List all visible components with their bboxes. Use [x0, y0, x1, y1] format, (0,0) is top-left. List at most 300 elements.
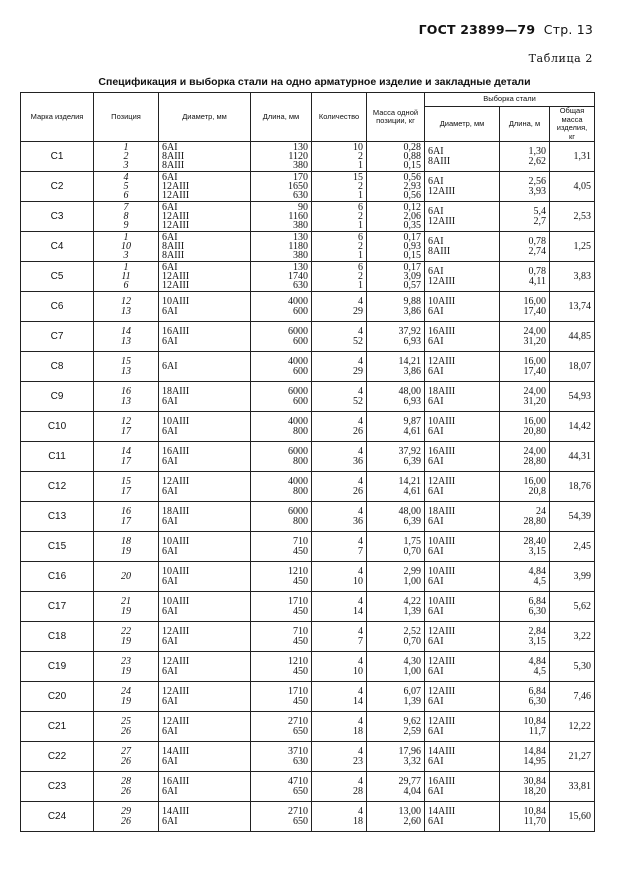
cell-quantity-line: 29	[353, 365, 363, 377]
cell-length-line: 380	[293, 250, 308, 262]
cell-position-line: 26	[121, 815, 131, 827]
cell-diameter-line: 12AIII	[162, 190, 190, 202]
cell-quantity	[312, 472, 367, 502]
cell-length-line: 1710	[288, 596, 308, 608]
cell-selection-diameter	[425, 712, 500, 742]
header-selection-group: Выборка стали	[425, 93, 595, 107]
cell-position-line: 1	[123, 141, 129, 153]
cell-mass	[367, 622, 425, 652]
cell-quantity-line: 18	[353, 725, 363, 737]
table-row	[21, 352, 595, 382]
cell-diameter-line: 18AIII	[162, 386, 190, 398]
table-row	[21, 742, 595, 772]
cell-mark-line: С8	[50, 360, 64, 372]
cell-selection-diameter	[425, 652, 500, 682]
cell-length-line: 800	[293, 425, 308, 437]
cell-position-line: 17	[121, 515, 131, 527]
cell-mark	[21, 712, 94, 742]
cell-position	[94, 382, 159, 412]
cell-quantity	[312, 592, 367, 622]
cell-position	[94, 652, 159, 682]
cell-length-line: 130	[293, 261, 308, 273]
cell-position-line: 22	[121, 626, 131, 638]
cell-quantity	[312, 652, 367, 682]
table-label: Таблица 2	[528, 52, 593, 65]
cell-length	[251, 562, 312, 592]
cell-total-mass-line: 1,25	[573, 240, 591, 252]
table-row	[21, 802, 595, 832]
cell-total-mass	[550, 172, 595, 202]
cell-position-line: 26	[121, 785, 131, 797]
cell-mark	[21, 382, 94, 412]
cell-selection-length-line: 17,40	[523, 305, 546, 317]
cell-selection-length-line: 4,11	[528, 275, 546, 287]
cell-diameter-line: 6AI	[162, 815, 178, 827]
cell-diameter	[159, 442, 251, 472]
cell-selection-diameter-line: 12AIII	[428, 686, 456, 698]
cell-total-mass-line: 7,46	[573, 690, 591, 702]
cell-total-mass	[550, 322, 595, 352]
cell-mass-line: 6,93	[403, 335, 421, 347]
cell-selection-diameter	[425, 412, 500, 442]
cell-position-line: 13	[121, 335, 131, 347]
cell-mass-line: 1,00	[403, 575, 421, 587]
cell-diameter-line: 12AIII	[162, 270, 190, 282]
header-diameter: Диаметр, мм	[159, 93, 251, 142]
cell-total-mass-line: 3,22	[573, 630, 591, 642]
cell-diameter	[159, 172, 251, 202]
cell-selection-length	[500, 532, 550, 562]
cell-selection-diameter-line: 14AIII	[428, 746, 456, 758]
cell-position-line: 6	[123, 190, 129, 202]
cell-total-mass-line: 2,53	[573, 210, 591, 222]
cell-selection-diameter-line: 14AIII	[428, 806, 456, 818]
cell-mass	[367, 652, 425, 682]
cell-mark	[21, 412, 94, 442]
cell-position	[94, 562, 159, 592]
cell-selection-length-line: 24,00	[523, 326, 546, 338]
cell-position-line: 19	[121, 605, 131, 617]
cell-total-mass-line: 33,81	[568, 780, 591, 792]
cell-mass-line: 6,93	[403, 395, 421, 407]
cell-mass-line: 4,61	[403, 485, 421, 497]
cell-length	[251, 682, 312, 712]
cell-selection-length-line: 10,84	[523, 716, 546, 728]
cell-diameter-line: 14AIII	[162, 746, 190, 758]
cell-selection-length-line: 11,70	[523, 815, 546, 827]
cell-position	[94, 592, 159, 622]
cell-quantity-line: 4	[358, 416, 363, 428]
cell-selection-length-line: 16,00	[523, 356, 546, 368]
cell-position-line: 14	[121, 326, 131, 338]
cell-selection-length	[500, 142, 550, 172]
cell-length-line: 450	[293, 545, 308, 557]
cell-selection-length-line: 5,4	[533, 206, 546, 218]
cell-selection-length	[500, 802, 550, 832]
cell-selection-length-line: 6,30	[528, 605, 546, 617]
cell-quantity-line: 10	[353, 575, 363, 587]
cell-total-mass	[550, 622, 595, 652]
cell-selection-length-line: 0,78	[528, 236, 546, 248]
cell-diameter	[159, 652, 251, 682]
cell-diameter	[159, 772, 251, 802]
cell-diameter	[159, 502, 251, 532]
cell-diameter-line: 12AIII	[162, 476, 190, 488]
cell-selection-length-line: 24,00	[523, 386, 546, 398]
cell-length	[251, 262, 312, 292]
table-row	[21, 442, 595, 472]
cell-mass	[367, 292, 425, 322]
cell-quantity-line: 14	[353, 605, 363, 617]
cell-mass	[367, 172, 425, 202]
cell-length-line: 710	[293, 626, 308, 638]
cell-selection-diameter-line: 16AIII	[428, 446, 456, 458]
cell-mass-line: 3,86	[403, 365, 421, 377]
cell-selection-length-line: 14,95	[523, 755, 546, 767]
cell-total-mass	[550, 142, 595, 172]
cell-position-line: 3	[123, 250, 129, 262]
cell-diameter-line: 6AI	[162, 695, 178, 707]
cell-selection-length-line: 3,15	[528, 545, 546, 557]
cell-selection-diameter-line: 18AIII	[428, 506, 456, 518]
cell-mass-line: 0,17	[403, 261, 421, 273]
cell-selection-length	[500, 652, 550, 682]
cell-quantity-line: 2	[358, 270, 363, 282]
header-total-mass: Общая масса изделия, кг	[550, 107, 595, 142]
cell-mark-line: С24	[47, 810, 67, 822]
cell-length	[251, 412, 312, 442]
cell-length-line: 450	[293, 695, 308, 707]
cell-quantity-line: 52	[353, 395, 363, 407]
cell-length-line: 6000	[288, 326, 308, 338]
cell-total-mass-line: 14,42	[568, 420, 591, 432]
cell-quantity-line: 26	[353, 485, 363, 497]
cell-selection-length-line: 24	[536, 506, 546, 518]
cell-total-mass	[550, 352, 595, 382]
cell-total-mass-line: 15,60	[568, 810, 591, 822]
cell-mass-line: 4,22	[403, 596, 421, 608]
cell-position-line: 19	[121, 695, 131, 707]
cell-selection-length	[500, 622, 550, 652]
cell-length	[251, 712, 312, 742]
cell-diameter-line: 10AIII	[162, 296, 190, 308]
cell-mass-line: 29,77	[398, 776, 421, 788]
cell-selection-length-line: 17,40	[523, 365, 546, 377]
cell-quantity-line: 4	[358, 776, 363, 788]
cell-diameter	[159, 472, 251, 502]
cell-mark	[21, 742, 94, 772]
cell-diameter-line: 10AIII	[162, 566, 190, 578]
cell-quantity-line: 4	[358, 446, 363, 458]
cell-quantity-line: 1	[358, 160, 363, 172]
cell-position	[94, 322, 159, 352]
cell-position	[94, 502, 159, 532]
table-row	[21, 292, 595, 322]
cell-selection-length-line: 4,5	[533, 575, 546, 587]
cell-length	[251, 202, 312, 232]
cell-quantity-line: 4	[358, 746, 363, 758]
cell-diameter-line: 8AIII	[162, 150, 185, 162]
header-mark: Марка изделия	[21, 93, 94, 142]
cell-mass-line: 6,39	[403, 455, 421, 467]
page-header	[419, 22, 593, 37]
cell-quantity-line: 23	[353, 755, 363, 767]
cell-diameter-line: 10AIII	[162, 536, 190, 548]
table-row	[21, 322, 595, 352]
cell-length	[251, 232, 312, 262]
cell-quantity-line: 6	[358, 201, 363, 213]
cell-selection-diameter-line: 18AIII	[428, 386, 456, 398]
cell-quantity-line: 28	[353, 785, 363, 797]
cell-total-mass-line: 54,39	[568, 510, 591, 522]
cell-mark	[21, 592, 94, 622]
cell-mass-line: 2,52	[403, 626, 421, 638]
cell-selection-length-line: 28,80	[523, 455, 546, 467]
cell-position-line: 13	[121, 305, 131, 317]
cell-position	[94, 532, 159, 562]
cell-mass	[367, 712, 425, 742]
cell-mark	[21, 262, 94, 292]
cell-mark-line: С19	[47, 660, 67, 672]
cell-mark	[21, 142, 94, 172]
cell-length-line: 600	[293, 335, 308, 347]
cell-mass-line: 1,00	[403, 665, 421, 677]
cell-position	[94, 172, 159, 202]
cell-diameter-line: 12AIII	[162, 716, 190, 728]
table-row	[21, 172, 595, 202]
cell-mass-line: 0,15	[403, 250, 421, 262]
cell-selection-diameter-line: 6AI	[428, 425, 444, 437]
cell-quantity-line: 14	[353, 695, 363, 707]
cell-selection-diameter-line: 6AI	[428, 266, 444, 278]
cell-mass	[367, 202, 425, 232]
cell-mark-line: С13	[47, 510, 67, 522]
cell-quantity-line: 4	[358, 356, 363, 368]
cell-diameter	[159, 622, 251, 652]
cell-mass-line: 37,92	[398, 446, 421, 458]
cell-mass	[367, 802, 425, 832]
cell-diameter	[159, 682, 251, 712]
cell-diameter	[159, 802, 251, 832]
cell-length	[251, 442, 312, 472]
cell-selection-length	[500, 382, 550, 412]
cell-position-line: 16	[121, 506, 131, 518]
cell-diameter-line: 6AI	[162, 485, 178, 497]
cell-selection-length-line: 2,84	[528, 626, 546, 638]
cell-total-mass-line: 5,62	[573, 600, 591, 612]
cell-selection-diameter-line: 6AI	[428, 605, 444, 617]
cell-diameter-line: 16AIII	[162, 776, 190, 788]
cell-quantity	[312, 172, 367, 202]
cell-length-line: 450	[293, 665, 308, 677]
cell-diameter	[159, 142, 251, 172]
cell-quantity-line: 2	[358, 210, 363, 222]
table-row	[21, 592, 595, 622]
cell-total-mass-line: 1,31	[573, 150, 591, 162]
table-row	[21, 682, 595, 712]
cell-position-line: 24	[121, 686, 131, 698]
cell-diameter-line: 6AI	[162, 201, 178, 213]
cell-mass-line: 14,21	[398, 476, 421, 488]
cell-selection-diameter-line: 6AI	[428, 515, 444, 527]
cell-length	[251, 292, 312, 322]
cell-selection-length-line: 6,30	[528, 695, 546, 707]
cell-length-line: 600	[293, 305, 308, 317]
cell-position	[94, 412, 159, 442]
cell-selection-diameter-line: 12AIII	[428, 626, 456, 638]
cell-length-line: 800	[293, 515, 308, 527]
cell-mass	[367, 412, 425, 442]
cell-selection-length-line: 18,20	[523, 785, 546, 797]
cell-mass	[367, 532, 425, 562]
cell-length-line: 650	[293, 815, 308, 827]
cell-quantity-line: 4	[358, 596, 363, 608]
cell-selection-diameter-line: 6AI	[428, 206, 444, 218]
cell-length-line: 3710	[288, 746, 308, 758]
table-row	[21, 622, 595, 652]
cell-position-line: 17	[121, 425, 131, 437]
cell-mark	[21, 532, 94, 562]
specification-table	[20, 92, 595, 832]
cell-selection-diameter-line: 6AI	[428, 335, 444, 347]
cell-position-line: 29	[121, 806, 131, 818]
cell-quantity-line: 1	[358, 280, 363, 292]
cell-quantity-line: 4	[358, 686, 363, 698]
cell-quantity-line: 6	[358, 231, 363, 243]
cell-length-line: 1650	[288, 180, 308, 192]
cell-selection-length-line: 2,7	[533, 215, 546, 227]
cell-quantity	[312, 502, 367, 532]
cell-mark	[21, 322, 94, 352]
header-quantity: Количество	[312, 93, 367, 142]
cell-quantity-line: 15	[353, 171, 363, 183]
cell-length-line: 630	[293, 190, 308, 202]
cell-diameter	[159, 532, 251, 562]
table-body	[21, 142, 595, 832]
cell-length-line: 1740	[288, 270, 308, 282]
cell-selection-diameter-line: 6AI	[428, 635, 444, 647]
cell-quantity	[312, 292, 367, 322]
table-row	[21, 232, 595, 262]
cell-position-line: 13	[121, 395, 131, 407]
cell-diameter-line: 6AI	[162, 141, 178, 153]
cell-position-line: 4	[123, 171, 129, 183]
cell-mark	[21, 502, 94, 532]
cell-selection-diameter-line: 6AI	[428, 146, 444, 158]
cell-selection-diameter-line: 6AI	[428, 665, 444, 677]
cell-diameter-line: 12AIII	[162, 180, 190, 192]
table-row	[21, 652, 595, 682]
cell-length-line: 170	[293, 171, 308, 183]
cell-diameter-line: 6AI	[162, 665, 178, 677]
page-number: Стр. 13	[543, 22, 593, 37]
cell-position-line: 3	[123, 160, 129, 172]
cell-mark	[21, 202, 94, 232]
cell-length-line: 2710	[288, 806, 308, 818]
cell-diameter-line: 12AIII	[162, 220, 190, 232]
cell-length	[251, 322, 312, 352]
cell-quantity	[312, 712, 367, 742]
cell-position	[94, 742, 159, 772]
cell-diameter	[159, 382, 251, 412]
cell-quantity	[312, 142, 367, 172]
cell-mass-line: 0,57	[403, 280, 421, 292]
cell-position-line: 15	[121, 476, 131, 488]
cell-selection-length-line: 16,00	[523, 476, 546, 488]
cell-mass-line: 13,00	[398, 806, 421, 818]
cell-mass-line: 0,12	[403, 201, 421, 213]
cell-mass	[367, 742, 425, 772]
cell-mass	[367, 142, 425, 172]
cell-selection-length-line: 3,93	[528, 185, 546, 197]
cell-position	[94, 142, 159, 172]
cell-selection-diameter-line: 10AIII	[428, 416, 456, 428]
cell-selection-length	[500, 592, 550, 622]
cell-diameter-line: 6AI	[162, 575, 178, 587]
cell-selection-diameter	[425, 742, 500, 772]
cell-diameter-line: 6AI	[162, 605, 178, 617]
cell-diameter-line: 18AIII	[162, 506, 190, 518]
cell-length-line: 450	[293, 575, 308, 587]
cell-diameter-line: 6AI	[162, 635, 178, 647]
cell-mark-line: С16	[47, 570, 67, 582]
cell-quantity-line: 4	[358, 386, 363, 398]
cell-position-line: 25	[121, 716, 131, 728]
cell-length	[251, 352, 312, 382]
cell-quantity-line: 4	[358, 476, 363, 488]
cell-total-mass-line: 4,05	[573, 180, 591, 192]
cell-quantity	[312, 232, 367, 262]
header-mass: Масса одной позиции, кг	[367, 93, 425, 142]
header-position: Позиция	[94, 93, 159, 142]
cell-length-line: 4000	[288, 476, 308, 488]
cell-length-line: 4000	[288, 356, 308, 368]
cell-length-line: 1160	[288, 210, 308, 222]
cell-mark-line: С12	[47, 480, 67, 492]
cell-selection-diameter-line: 8AIII	[428, 245, 451, 257]
cell-selection-length	[500, 742, 550, 772]
cell-total-mass	[550, 652, 595, 682]
cell-quantity	[312, 412, 367, 442]
cell-mass-line: 0,56	[403, 190, 421, 202]
cell-quantity-line: 4	[358, 326, 363, 338]
cell-diameter-line: 16AIII	[162, 446, 190, 458]
cell-mass-line: 9,62	[403, 716, 421, 728]
cell-selection-diameter-line: 12AIII	[428, 275, 456, 287]
cell-quantity-line: 7	[358, 545, 363, 557]
cell-quantity-line: 10	[353, 665, 363, 677]
cell-length-line: 2710	[288, 716, 308, 728]
cell-diameter-line: 10AIII	[162, 416, 190, 428]
cell-total-mass	[550, 532, 595, 562]
table-row	[21, 382, 595, 412]
cell-mark	[21, 802, 94, 832]
cell-diameter-line: 6AI	[162, 171, 178, 183]
cell-mark-line: С9	[50, 390, 64, 402]
cell-total-mass	[550, 202, 595, 232]
cell-length-line: 600	[293, 395, 308, 407]
cell-length-line: 1210	[288, 656, 308, 668]
cell-mark-line: С5	[50, 270, 64, 282]
cell-total-mass	[550, 712, 595, 742]
cell-diameter-line: 6AI	[162, 335, 178, 347]
cell-diameter-line: 6AI	[162, 545, 178, 557]
cell-position-line: 11	[121, 270, 131, 282]
cell-diameter	[159, 262, 251, 292]
cell-diameter-line: 12AIII	[162, 656, 190, 668]
cell-mark-line: С6	[50, 300, 64, 312]
cell-selection-length-line: 4,5	[533, 665, 546, 677]
